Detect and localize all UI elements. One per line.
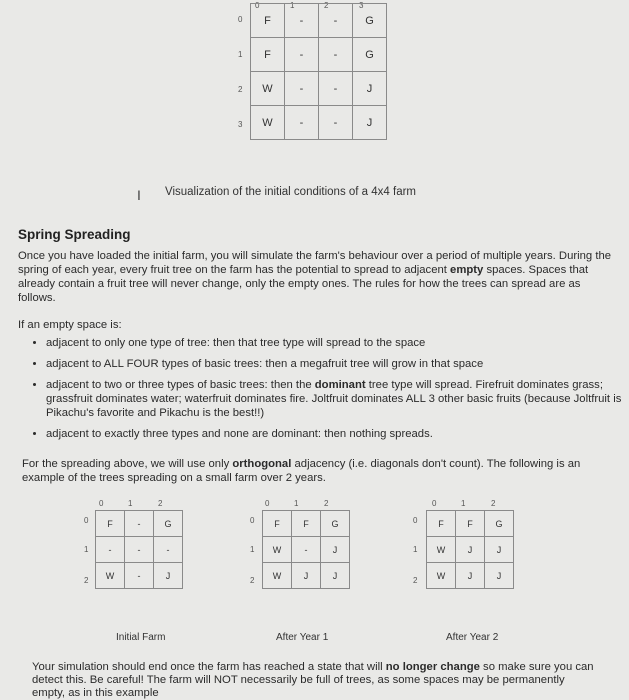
farm-cell: F [427, 511, 456, 537]
col-axis-label: 3 [359, 1, 364, 10]
farm-cell: - [285, 4, 319, 38]
text-cursor-icon: I [137, 187, 141, 203]
farm-label: Initial Farm [116, 632, 166, 643]
farm-cell: J [485, 563, 514, 589]
row-axis-label: 0 [238, 15, 243, 24]
row-axis-label: 2 [84, 576, 89, 585]
farm-cell: J [456, 563, 485, 589]
list-item: • adjacent to two or three types of basic trees: then the dominant tree type will spread. Firefruit dominates grass; grassfruit dominates water; waterfruit dominates fire. Joltfruit dominates ALL 3 other basic fruits (because Joltfruit is Pikachu's favorite and Pikachu is the best!!) [46, 378, 626, 420]
row-axis-label: 3 [238, 120, 243, 129]
year2-farm-grid [426, 510, 514, 589]
farm-cell: F [251, 4, 285, 38]
farm-cell: - [125, 511, 154, 537]
list-item: • adjacent to only one type of tree: then that tree type will spread to the space [46, 336, 626, 350]
intro-paragraph: Once you have loaded the initial farm, you will simulate the farm's behaviour over a period of multiple years. During the spring of each year, every fruit tree on the farm has the potential to spread to adjacent empty spaces. Spaces that already contain a fruit tree will never change, only the empty ones. The rules for how the trees can spread are as follows. [18, 250, 612, 304]
farm-cell: F [263, 511, 292, 537]
row-axis-label: 1 [238, 50, 243, 59]
row-axis-label: 2 [238, 85, 243, 94]
farm-cell: - [292, 537, 321, 563]
col-axis-label: 1 [294, 499, 299, 508]
farm-cell: - [285, 106, 319, 140]
farm-cell: J [154, 563, 183, 589]
farm-cell: W [96, 563, 125, 589]
list-item: • adjacent to exactly three types and none are dominant: then nothing spreads. [46, 427, 626, 441]
farm-cell: - [285, 38, 319, 72]
farm-cell: G [485, 511, 514, 537]
farm-cell: J [456, 537, 485, 563]
farm-cell: J [353, 106, 387, 140]
row-axis-label: 1 [413, 545, 418, 554]
farm-cell: - [125, 537, 154, 563]
initial-farm-grid [95, 510, 183, 589]
rules-list [18, 336, 626, 448]
col-axis-label: 2 [324, 499, 329, 508]
year1-farm-grid [262, 510, 350, 589]
row-axis-label: 1 [84, 545, 89, 554]
farm-cell: W [251, 72, 285, 106]
farm-cell: F [292, 511, 321, 537]
closing-paragraph: Your simulation should end once the farm has reached a state that will no longer change so make sure you can detect this. Be careful! The farm will NOT necessarily be full of trees, as some spaces may be permanently empty, as in this example [32, 661, 594, 699]
farm-cell: J [485, 537, 514, 563]
farm-cell: - [319, 106, 353, 140]
farm-cell: W [427, 563, 456, 589]
farm-cell: J [292, 563, 321, 589]
farm-cell: J [353, 72, 387, 106]
col-axis-label: 1 [290, 1, 295, 10]
if-line: If an empty space is: [18, 319, 122, 331]
farm-label: After Year 1 [276, 632, 329, 643]
farm-cell: J [321, 563, 350, 589]
figure-caption: Visualization of the initial conditions of a 4x4 farm [165, 186, 417, 198]
farm-cell: W [263, 537, 292, 563]
col-axis-label: 2 [491, 499, 496, 508]
farm-cell: - [319, 72, 353, 106]
farm-cell: G [353, 38, 387, 72]
farm-cell: G [353, 4, 387, 38]
farm-cell: - [285, 72, 319, 106]
farm-cell: - [154, 537, 183, 563]
farm-label: After Year 2 [446, 632, 499, 643]
farm-cell: W [251, 106, 285, 140]
farm-cell: - [125, 563, 154, 589]
row-axis-label: 1 [250, 545, 255, 554]
farm-cell: F [251, 38, 285, 72]
row-axis-label: 0 [84, 516, 89, 525]
col-axis-label: 2 [158, 499, 163, 508]
farm-cell: F [456, 511, 485, 537]
row-axis-label: 0 [250, 516, 255, 525]
col-axis-label: 0 [432, 499, 437, 508]
farm-cell: G [154, 511, 183, 537]
farm-cell: - [319, 4, 353, 38]
farm-cell: W [263, 563, 292, 589]
farm-cell: F [96, 511, 125, 537]
row-axis-label: 2 [250, 576, 255, 585]
main-farm-grid [250, 3, 387, 140]
section-heading: Spring Spreading [18, 227, 131, 242]
farm-cell: G [321, 511, 350, 537]
col-axis-label: 2 [324, 1, 329, 10]
row-axis-label: 0 [413, 516, 418, 525]
farm-cell: - [319, 38, 353, 72]
col-axis-label: 1 [128, 499, 133, 508]
example-paragraph: For the spreading above, we will use only orthogonal adjacency (i.e. diagonals don't count). The following is an example of the trees spreading on a small farm over 2 years. [22, 458, 581, 484]
list-item: • adjacent to ALL FOUR types of basic trees: then a megafruit tree will grow in that space [46, 357, 626, 371]
col-axis-label: 0 [255, 1, 260, 10]
col-axis-label: 0 [99, 499, 104, 508]
farm-cell: J [321, 537, 350, 563]
farm-cell: - [96, 537, 125, 563]
col-axis-label: 0 [265, 499, 270, 508]
farm-cell: W [427, 537, 456, 563]
row-axis-label: 2 [413, 576, 418, 585]
col-axis-label: 1 [461, 499, 466, 508]
